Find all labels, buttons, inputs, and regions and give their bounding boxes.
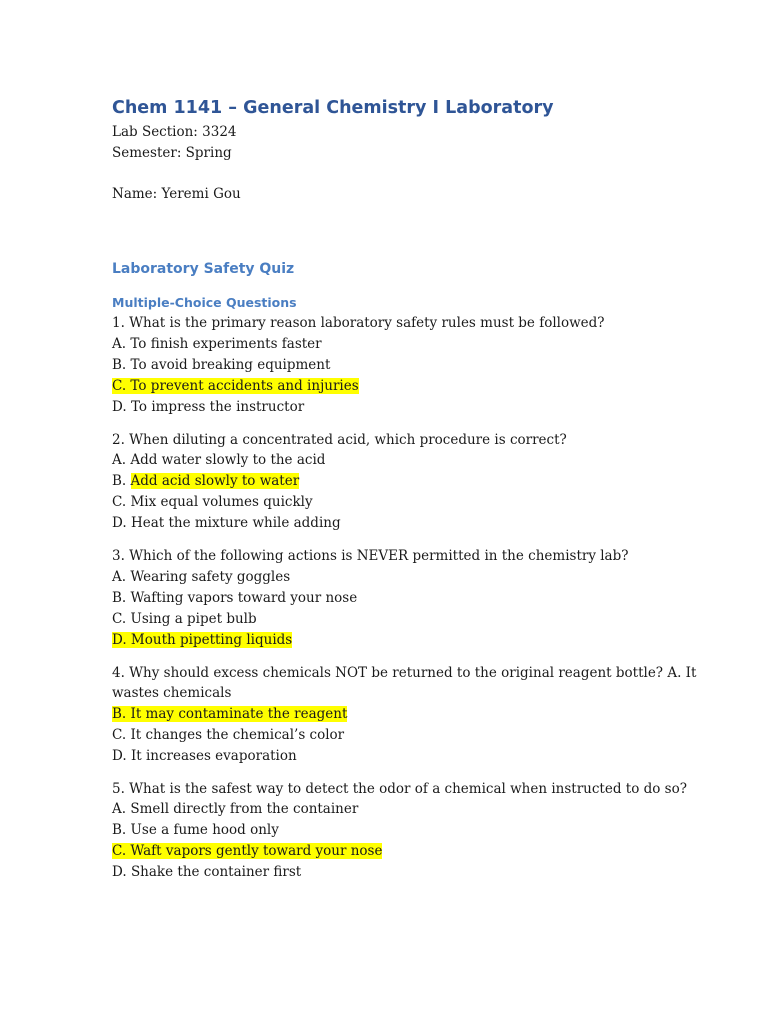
option-prefix: C.: [112, 494, 131, 510]
option-text: Add water slowly to the acid: [130, 452, 326, 468]
option-text: It changes the chemical’s color: [130, 726, 345, 743]
option-text: Shake the container first: [130, 864, 302, 880]
answer-option: [112, 567, 732, 588]
option-text: Wearing safety goggles: [130, 568, 291, 585]
highlighted-answer: C. Waft vapors gently toward your nose: [112, 843, 383, 859]
option-text: To finish experiments faster: [130, 335, 322, 352]
highlighted-answer: Add acid slowly to water: [130, 473, 300, 489]
document-title: Chem 1141 – General Chemistry I Laboratory: [112, 98, 554, 118]
option-text: Use a fume hood only: [130, 822, 279, 838]
question-2: [112, 430, 732, 535]
option-prefix: C.: [112, 610, 131, 627]
option-text: Smell directly from the container: [130, 801, 359, 817]
question-5: [112, 779, 732, 884]
answer-option: [112, 725, 732, 746]
option-prefix: B.: [112, 356, 131, 373]
student-name: Name: Yeremi Gou: [112, 186, 241, 202]
option-text: Using a pipet bulb: [130, 610, 257, 627]
option-text: To impress the instructor: [130, 398, 305, 415]
answer-option: [112, 355, 732, 376]
document-page: [112, 94, 732, 895]
option-prefix: D.: [112, 515, 131, 531]
answer-option: [112, 513, 732, 534]
highlighted-answer: D. Mouth pipetting liquids: [112, 631, 293, 648]
option-text: To avoid breaking equipment: [130, 356, 331, 373]
option-prefix: A.: [112, 568, 131, 585]
option-text: Heat the mixture while adding: [130, 515, 341, 531]
answer-option: [112, 492, 732, 513]
question-text: 1. What is the primary reason laboratory safety rules must be followed?: [112, 315, 605, 331]
highlighted-answer: C. To prevent accidents and injuries: [112, 377, 359, 394]
option-prefix: A.: [112, 335, 131, 352]
option-text: Wafting vapors toward your nose: [130, 589, 358, 606]
option-prefix: B.: [112, 473, 131, 489]
answer-option: [112, 397, 732, 418]
answer-option: [112, 588, 732, 609]
option-prefix: D.: [112, 398, 131, 415]
option-prefix: D.: [112, 747, 131, 764]
question-text: 5. What is the safest way to detect the odor of a chemical when instructed to do so?: [112, 780, 687, 797]
answer-option: [112, 746, 732, 767]
answer-option: [112, 471, 732, 492]
answer-option: [112, 841, 732, 862]
semester: Semester: Spring: [112, 145, 232, 161]
answer-option: [112, 862, 732, 883]
lab-section: Lab Section: 3324: [112, 124, 237, 140]
question-3: [112, 546, 732, 651]
option-prefix: B.: [112, 589, 131, 606]
quiz-title: Laboratory Safety Quiz: [112, 261, 295, 277]
option-prefix: C.: [112, 726, 131, 743]
question-text: 3. Which of the following actions is NEVER permitted in the chemistry lab?: [112, 548, 629, 564]
answer-option: [112, 704, 732, 725]
question-text: 2. When diluting a concentrated acid, which procedure is correct?: [112, 431, 567, 448]
answer-option: [112, 630, 732, 651]
question-text: 4. Why should excess chemicals NOT be returned to the original reagent bottle? A. It wastes chemicals: [112, 664, 697, 701]
option-prefix: A.: [112, 801, 131, 817]
question-list: [112, 313, 732, 883]
option-text: It increases evaporation: [130, 747, 297, 764]
answer-option: [112, 450, 732, 471]
option-text: Mix equal volumes quickly: [130, 494, 313, 510]
option-prefix: D.: [112, 864, 131, 880]
spacer: [112, 164, 732, 184]
spacer: [112, 205, 732, 257]
highlighted-answer: B. It may contaminate the reagent: [112, 705, 348, 722]
quiz-subtitle: Multiple-Choice Questions: [112, 295, 297, 310]
answer-option: [112, 376, 732, 397]
question-4: [112, 663, 732, 767]
answer-option: [112, 820, 732, 841]
option-prefix: B.: [112, 822, 131, 838]
answer-option: [112, 609, 732, 630]
answer-option: [112, 334, 732, 355]
question-1: [112, 313, 732, 418]
option-prefix: A.: [112, 452, 131, 468]
answer-option: [112, 799, 732, 820]
